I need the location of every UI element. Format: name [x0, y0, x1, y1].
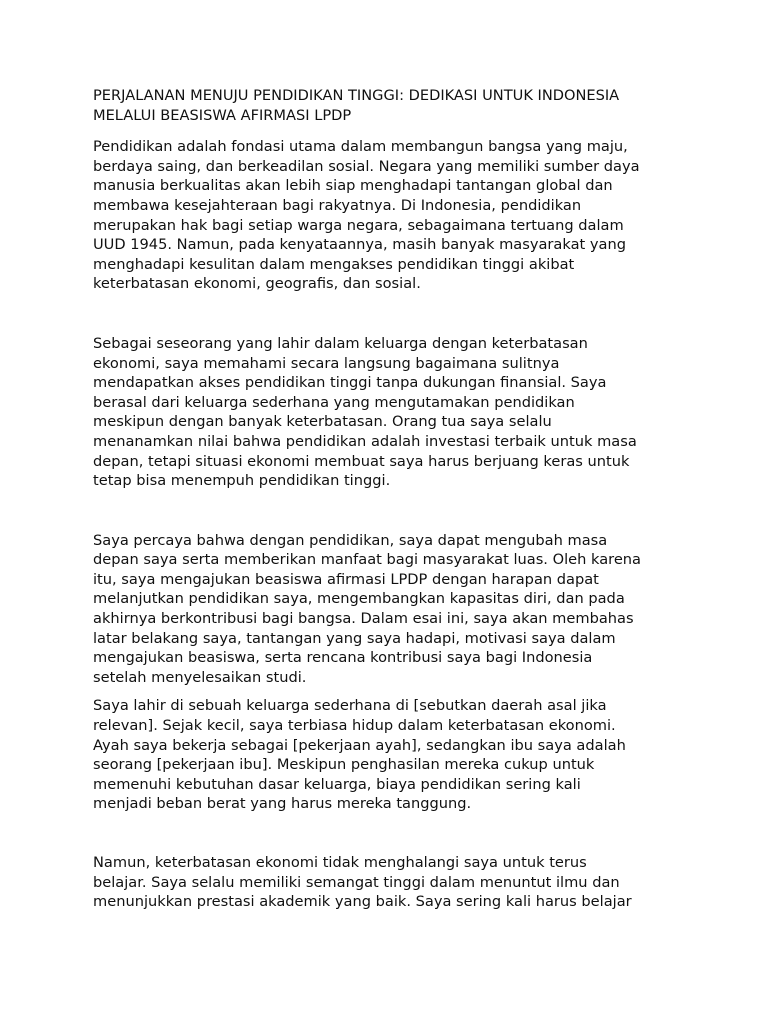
text-line: mengajukan beasiswa, serta rencana kontribusi saya bagi Indonesia [93, 649, 593, 667]
text-line: akhirnya berkontribusi bagi bangsa. Dalam esai ini, saya akan membahas [93, 610, 634, 628]
paragraph-5 [93, 853, 683, 912]
text-line: merupakan hak bagi setiap warga negara, sebagaimana tertuang dalam [93, 216, 624, 234]
text-line: belajar. Saya selalu memiliki semangat tinggi dalam menuntut ilmu dan [93, 873, 620, 891]
text-line: tetap bisa menempuh pendidikan tinggi. [93, 472, 391, 490]
text-line: depan saya serta memberikan manfaat bagi masyarakat luas. Oleh karena [93, 551, 641, 569]
text-line: Saya lahir di sebuah keluarga sederhana di [sebutkan daerah asal jika [93, 697, 607, 715]
text-line: manusia berkualitas akan lebih siap menghadapi tantangan global dan [93, 177, 613, 195]
text-line: menjadi beban berat yang harus mereka tanggung. [93, 795, 472, 813]
text-line: Namun, keterbatasan ekonomi tidak menghalangi saya untuk terus [93, 854, 587, 871]
title-line: MELALUI BEASISWA AFIRMASI LPDP [93, 106, 352, 124]
text-line: menghadapi kesulitan dalam mengakses pendidikan tinggi akibat [93, 255, 575, 273]
text-line: Sebagai seseorang yang lahir dalam keluarga dengan keterbatasan [93, 334, 588, 352]
text-line: meskipun dengan banyak keterbatasan. Orang tua saya selalu [93, 413, 552, 431]
document-title [93, 86, 683, 125]
title-line: PERJALANAN MENUJU PENDIDIKAN TINGGI: DEDIKASI UNTUK INDONESIA [93, 87, 620, 104]
text-line: ekonomi, saya memahami secara langsung bagaimana sulitnya [93, 354, 560, 372]
text-line: depan, tetapi situasi ekonomi membuat saya harus berjuang keras untuk [93, 452, 630, 470]
paragraph-3 [93, 531, 683, 688]
text-line: latar belakang saya, tantangan yang saya hadapi, motivasi saya dalam [93, 629, 616, 647]
document-body [93, 86, 683, 912]
text-line: setelah menyelesaikan studi. [93, 668, 307, 686]
text-line: keterbatasan ekonomi, geografis, dan sosial. [93, 275, 421, 293]
text-line: menunjukkan prestasi akademik yang baik. Saya sering kali harus belajar [93, 893, 632, 911]
text-line: UUD 1945. Namun, pada kenyataannya, masih banyak masyarakat yang [93, 236, 626, 254]
paragraph-2 [93, 334, 683, 491]
text-line: berasal dari keluarga sederhana yang mengutamakan pendidikan [93, 393, 575, 411]
text-line: Pendidikan adalah fondasi utama dalam membangun bangsa yang maju, [93, 138, 628, 156]
paragraph-1 [93, 137, 683, 294]
text-line: memenuhi kebutuhan dasar keluarga, biaya pendidikan sering kali [93, 775, 581, 793]
text-line: Saya percaya bahwa dengan pendidikan, saya dapat mengubah masa [93, 531, 608, 549]
text-line: itu, saya mengajukan beasiswa afirmasi LPDP dengan harapan dapat [93, 570, 599, 588]
text-line: berdaya saing, dan berkeadilan sosial. Negara yang memiliki sumber daya [93, 157, 640, 175]
text-line: mendapatkan akses pendidikan tinggi tanpa dukungan finansial. Saya [93, 374, 607, 392]
text-line: menanamkan nilai bahwa pendidikan adalah investasi terbaik untuk masa [93, 432, 637, 450]
text-line: relevan]. Sejak kecil, saya terbiasa hidup dalam keterbatasan ekonomi. [93, 717, 616, 735]
text-line: melanjutkan pendidikan saya, mengembangkan kapasitas diri, dan pada [93, 590, 625, 608]
text-line: membawa kesejahteraan bagi rakyatnya. Di Indonesia, pendidikan [93, 196, 582, 214]
paragraph-4 [93, 696, 683, 814]
text-line: Ayah saya bekerja sebagai [pekerjaan ayah], sedangkan ibu saya adalah [93, 736, 626, 754]
text-line: seorang [pekerjaan ibu]. Meskipun penghasilan mereka cukup untuk [93, 756, 595, 774]
